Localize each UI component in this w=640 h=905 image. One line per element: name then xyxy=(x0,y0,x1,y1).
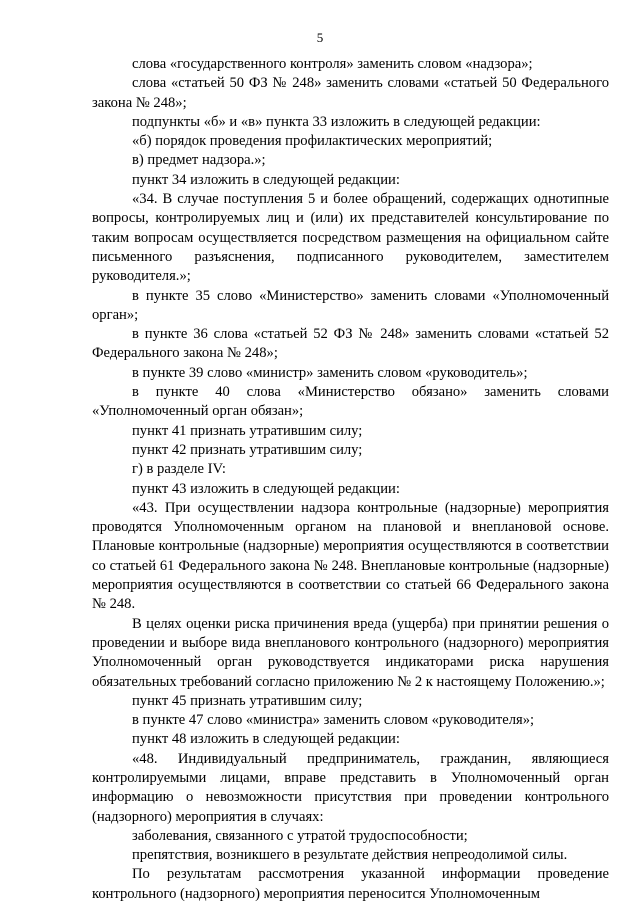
paragraph: г) в разделе IV: xyxy=(132,461,226,478)
paragraph: в пункте 40 слова «Министерство обязано» заменить словами «Уполномоченный орган обязан»; xyxy=(92,384,609,420)
paragraph: слова «государственного контроля» заменить словом «надзора»; xyxy=(132,56,533,72)
paragraph: подпункты «б» и «в» пункта 33 изложить в следующей редакции: xyxy=(132,113,541,130)
paragraph: По результатам рассмотрения указанной информации проведение контрольного (надзорного) мероприятия переносится Уполномоченным xyxy=(92,866,609,902)
paragraph: в пункте 39 слово «министр» заменить словом «руководитель»; xyxy=(132,364,528,381)
paragraph: пункт 42 признать утратившим силу; xyxy=(132,441,363,458)
paragraph: пункт 34 изложить в следующей редакции: xyxy=(132,171,400,188)
page-number: 5 xyxy=(316,30,324,45)
paragraph: пункт 41 признать утратившим силу; xyxy=(132,422,363,439)
paragraph: в пункте 35 слово «Министерство» заменить словами «Уполномоченный орган»; xyxy=(92,287,609,323)
document-body xyxy=(92,55,609,904)
paragraph: пункт 48 изложить в следующей редакции: xyxy=(132,731,400,748)
paragraph: пункт 45 признать утратившим силу; xyxy=(132,692,363,709)
paragraph: В целях оценки риска причинения вреда (ущерба) при принятии решения о проведении и выборе вида внепланового контрольного (надзорного) мероприятия Уполномоченный орган руководствуется индикаторами риска нарушения обязательных требований согласно приложению № 2 к настоящему Положению.»; xyxy=(92,615,609,690)
paragraph: слова «статьей 50 ФЗ № 248» заменить словами «статьей 50 Федерального закона № 248»; xyxy=(92,75,609,111)
paragraph: в пункте 36 слова «статьей 52 ФЗ № 248» заменить словами «статьей 52 Федерального закона № 248»; xyxy=(92,326,609,362)
paragraph: «48. Индивидуальный предприниматель, гражданин, являющиеся контролируемыми лицами, вправе представить в Уполномоченный орган информацию о невозможности присутствия при проведении контрольного (надзорного) мероприятия в случаях: xyxy=(92,750,609,825)
paragraph: заболевания, связанного с утратой трудоспособности; xyxy=(132,827,468,844)
paragraph: препятствия, возникшего в результате действия непреодолимой силы. xyxy=(132,847,568,864)
paragraph: «43. При осуществлении надзора контрольные (надзорные) мероприятия проводятся Уполномоченным органом на плановой и внеплановой основе. Плановые контрольные (надзорные) мероприятия осуществляются в соответствии со статьей 61 Федерального закона № 248. Внеплановые контрольные (надзорные) мероприятия осуществляются в соответствии со статьей 66 Федерального закона № 248. xyxy=(92,499,609,613)
paragraph: «б) порядок проведения профилактических мероприятий; xyxy=(132,133,493,150)
paragraph: в пункте 47 слово «министра» заменить словом «руководителя»; xyxy=(132,712,535,729)
paragraph: «34. В случае поступления 5 и более обращений, содержащих однотипные вопросы, контролируемых лиц и (или) их представителей консультирование по таким вопросам осуществляется посредством размещения на официальном сайте письменного разъяснения, подписанного руководителем, заместителем руководителя.»; xyxy=(92,191,609,285)
paragraph: в) предмет надзора.»; xyxy=(132,152,266,169)
paragraph: пункт 43 изложить в следующей редакции: xyxy=(132,480,400,497)
